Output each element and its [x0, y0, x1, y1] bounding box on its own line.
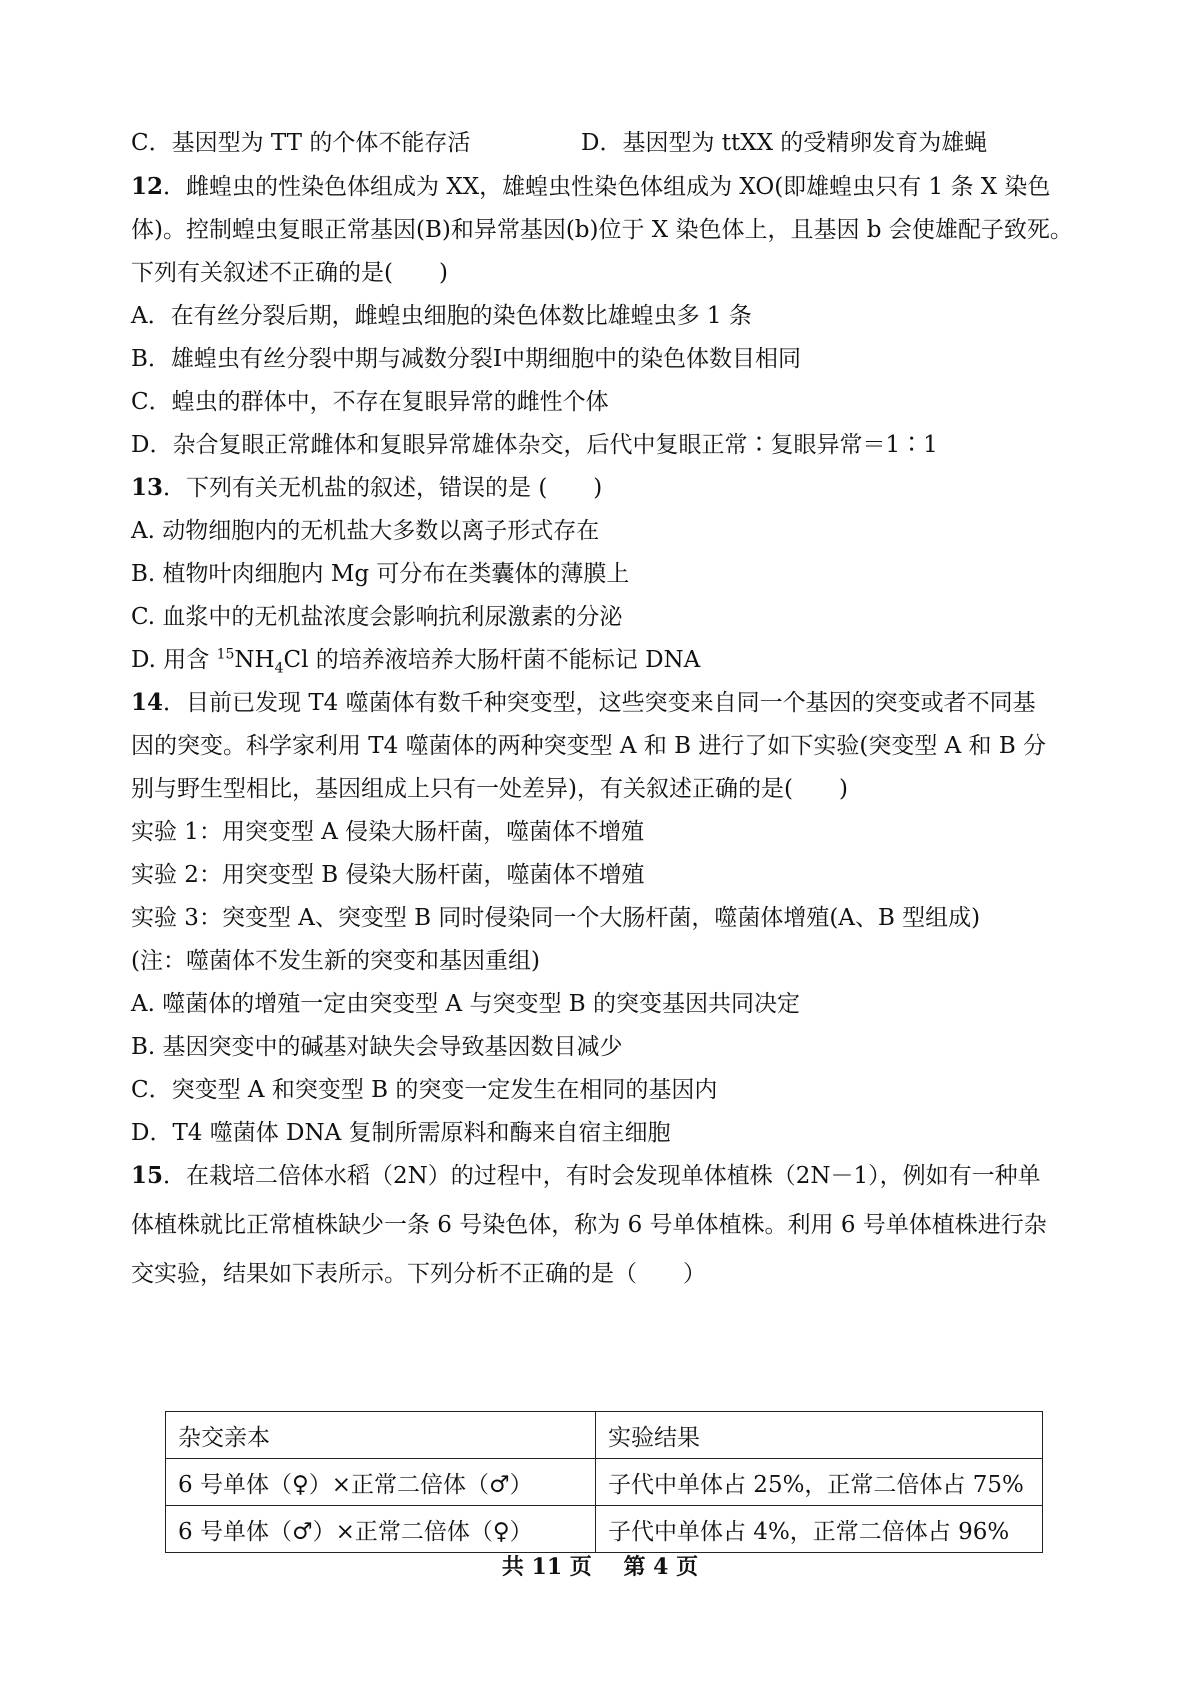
- q13-stem-text: ．下列有关无机盐的叙述，错误的是 ( ): [163, 475, 603, 501]
- current-page: 第 4 页: [623, 1554, 699, 1580]
- q12-stem-line-1: [131, 172, 1070, 202]
- q12-option-c: C．蝗虫的群体中，不存在复眼异常的雌性个体: [131, 389, 609, 415]
- q14-stem-text-1: ．目前已发现 T4 噬菌体有数千种突变型，这些突变来自同一个基因的突变或者不同基: [163, 690, 1036, 716]
- q13-option-c: C. 血浆中的无机盐浓度会影响抗利尿激素的分泌: [131, 604, 623, 630]
- q15-number: 15: [131, 1162, 164, 1189]
- q14-option-d: D．T4 噬菌体 DNA 复制所需原料和酶来自宿主细胞: [131, 1120, 671, 1146]
- total-pages: 共 11 页: [501, 1554, 592, 1580]
- q12-stem-line-3: 下列有关叙述不正确的是( ): [131, 260, 448, 286]
- q14-option-a: A. 噬菌体的增殖一定由突变型 A 与突变型 B 的突变基因共同决定: [131, 991, 800, 1017]
- q12-option-a: A．在有丝分裂后期，雌蝗虫细胞的染色体数比雄蝗虫多 1 条: [131, 303, 752, 329]
- q14-experiment-3: 实验 3：突变型 A、突变型 B 同时侵染同一个大肠杆菌，噬菌体增殖(A、B 型组成): [131, 905, 981, 931]
- q15-stem-line-1: [131, 1161, 1070, 1191]
- table-cell: 6 号单体（♀）×正常二倍体（♂）: [166, 1459, 596, 1506]
- q13-option-b: B. 植物叶肉细胞内 Mg 可分布在类囊体的薄膜上: [131, 561, 630, 587]
- q15-stem-text-1: ．在栽培二倍体水稻（2N）的过程中，有时会发现单体植株（2N－1），例如有一种单: [163, 1163, 1041, 1189]
- q12-option-d: D．杂合复眼正常雌体和复眼异常雄体杂交，后代中复眼正常∶复眼异常＝1∶1: [131, 432, 938, 458]
- q15-stem-line-3: 交实验，结果如下表所示。下列分析不正确的是（ ）: [131, 1261, 706, 1287]
- q13-stem: [131, 473, 1070, 503]
- q12-number: 12: [131, 173, 164, 200]
- q14-experiment-2: 实验 2：用突变型 B 侵染大肠杆菌，噬菌体不增殖: [131, 862, 645, 888]
- q14-experiment-1: 实验 1：用突变型 A 侵染大肠杆菌，噬菌体不增殖: [131, 819, 645, 845]
- q14-stem-line-3: 别与野生型相比，基因组成上只有一处差异)，有关叙述正确的是( ): [131, 776, 848, 802]
- q14-number: 14: [131, 689, 164, 716]
- q13-option-a: A. 动物细胞内的无机盐大多数以离子形式存在: [131, 518, 600, 544]
- table-header-row: [166, 1412, 1043, 1459]
- q13-number: 13: [131, 474, 164, 501]
- table-cell: 子代中单体占 4%，正常二倍体占 96%: [596, 1506, 1043, 1553]
- q14-note: (注：噬菌体不发生新的突变和基因重组): [131, 948, 540, 974]
- table-row: [166, 1459, 1043, 1506]
- cross-results-table: [165, 1411, 1043, 1553]
- q11-options-row: [131, 128, 1070, 158]
- q14-option-c: C．突变型 A 和突变型 B 的突变一定发生在相同的基因内: [131, 1077, 718, 1103]
- q14-stem-line-2: 因的突变。科学家利用 T4 噬菌体的两种突变型 A 和 B 进行了如下实验(突变型 A 和 B 分: [131, 733, 1047, 759]
- isotope-superscript: 15: [216, 646, 235, 663]
- q12-option-b: B．雄蝗虫有丝分裂中期与减数分裂Ⅰ中期细胞中的染色体数目相同: [131, 346, 801, 372]
- q13-option-d-prefix: D. 用含: [131, 647, 217, 673]
- page-footer: [0, 1550, 1200, 1581]
- q13-option-d-suffix: Cl 的培养液培养大肠杆菌不能标记 DNA: [283, 647, 701, 673]
- q14-option-b: B. 基因突变中的碱基对缺失会导致基因数目减少: [131, 1034, 623, 1060]
- table-header-cell: 杂交亲本: [166, 1412, 596, 1459]
- q12-stem-line-2: 体)。控制蝗虫复眼正常基因(B)和异常基因(b)位于 X 染色体上，且基因 b 会使雄配子致死。: [131, 217, 1073, 243]
- table-row: [166, 1506, 1043, 1553]
- table-cell: 6 号单体（♂）×正常二倍体（♀）: [166, 1506, 596, 1553]
- q11-option-c: C．基因型为 TT 的个体不能存活: [131, 130, 471, 156]
- q12-stem-text-1: ．雌蝗虫的性染色体组成为 XX，雄蝗虫性染色体组成为 XO(即雄蝗虫只有 1 条 X 染色: [163, 174, 1051, 200]
- table-header-cell: 实验结果: [596, 1412, 1043, 1459]
- q11-option-d: D．基因型为 ttXX 的受精卵发育为雄蝇: [581, 130, 988, 156]
- q15-stem-line-2: 体植株就比正常植株缺少一条 6 号染色体，称为 6 号单体植株。利用 6 号单体植株进行杂: [131, 1212, 1047, 1238]
- q14-stem-line-1: [131, 688, 1070, 718]
- formula-nh: NH: [234, 647, 275, 673]
- table-cell: 子代中单体占 25%，正常二倍体占 75%: [596, 1459, 1043, 1506]
- q13-option-d: [131, 645, 1070, 675]
- formula-subscript: 4: [274, 660, 284, 677]
